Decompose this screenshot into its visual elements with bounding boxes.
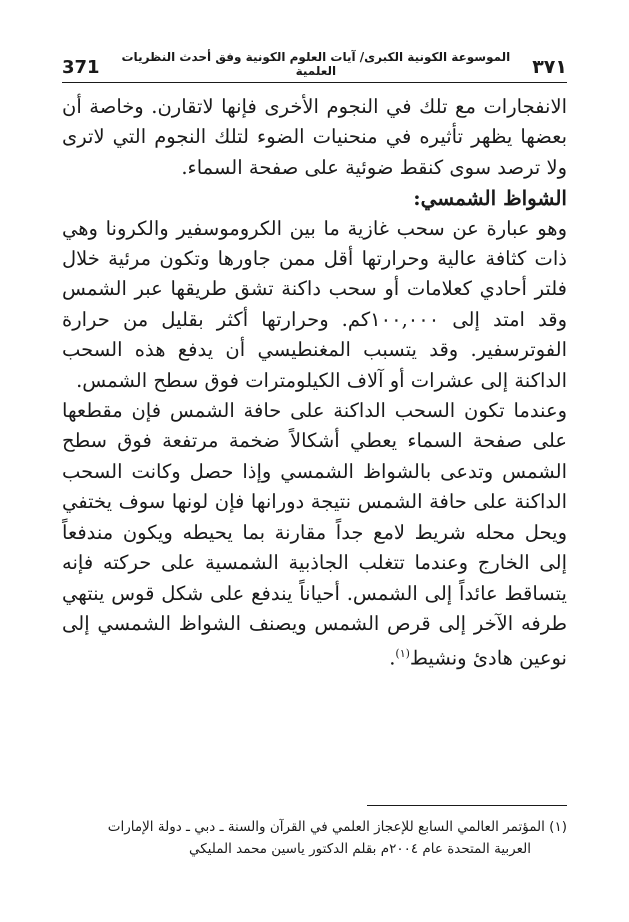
paragraph-2: وهو عبارة عن سحب غازية ما بين الكروموسفير والكرونا وهي ذات كثافة عالية وحرارتها أقل ممن جاورها وتكون مرئية خلال فلتر أحادي كعلامات أو سحب داكنة تشق طريقها عبر الشمس وقد امتد إلى ١٠٠,٠٠٠كم. وحرارتها أكثر بقليل من حرارة الفوترسفير. وقد يتسبب المغنطيسي أن يدفع هذه السحب الداكنة إلى عشرات أو آلاف الكيلومترات فوق سطح الشمس. bbox=[62, 216, 567, 392]
paragraph-3 bbox=[62, 396, 567, 674]
footnote-line-1 bbox=[62, 816, 567, 838]
page-header bbox=[62, 50, 567, 78]
running-title: الموسوعة الكونية الكبرى/ آيات العلوم الكونية وفق أحدث النظريات العلمية bbox=[121, 50, 511, 78]
footnote-reference[interactable]: (١) bbox=[395, 647, 410, 661]
section-heading-text: الشواظ الشمسي: bbox=[413, 186, 567, 211]
page-number-latin: 371 bbox=[62, 57, 100, 78]
paragraph-3-text: وعندما تكون السحب الداكنة على حافة الشمس فإن مقطعها على صفحة السماء يعطي أشكالاً ضخمة مرتفعة فوق سطح الشمس وتدعى بالشواظ الشمسي وإذا حصل وكانت السحب الداكنة على حافة الشمس نتيجة دورانها فإن لونها سوف يختفي ويحل محله شريط لامع جداً مقارنة بما يحيطه ويكون مندفعاً إلى الخارج وعندما تتغلب الجاذبية الشمسية على حركته فإنه يتساقط عائداً إلى الشمس. أحياناً يندفع على شكل قوس ينتهي طرفه الآخر إلى قرص الشمس ويصنف الشواظ الشمسي إلى نوعين هادئ ونشيط bbox=[62, 399, 567, 670]
header-divider bbox=[62, 82, 567, 83]
page-number-arabic: ٣٧١ bbox=[532, 56, 567, 78]
footnote-line-2: العربية المتحدة عام ٢٠٠٤م بقلم الدكتور ياسين محمد المليكي bbox=[188, 841, 531, 857]
paragraph-3-end: . bbox=[389, 646, 396, 670]
footnote-divider bbox=[367, 805, 567, 806]
footnote bbox=[62, 816, 567, 860]
footnote-number: (١) bbox=[549, 819, 567, 835]
section-heading bbox=[62, 183, 567, 213]
footnote-text-1: المؤتمر العالمي السابع للإعجاز العلمي في القرآن والسنة ـ دبي ـ دولة الإمارات bbox=[107, 819, 545, 835]
body-text bbox=[62, 92, 567, 674]
paragraph-1: الانفجارات مع تلك في النجوم الأخرى فإنها لاتقارن. وخاصة أن بعضها يظهر تأثيره في منحنيات الضوء لتلك النجوم التي لاترى ولا ترصد سوى كنقط ضوئية على صفحة السماء. bbox=[62, 95, 567, 179]
